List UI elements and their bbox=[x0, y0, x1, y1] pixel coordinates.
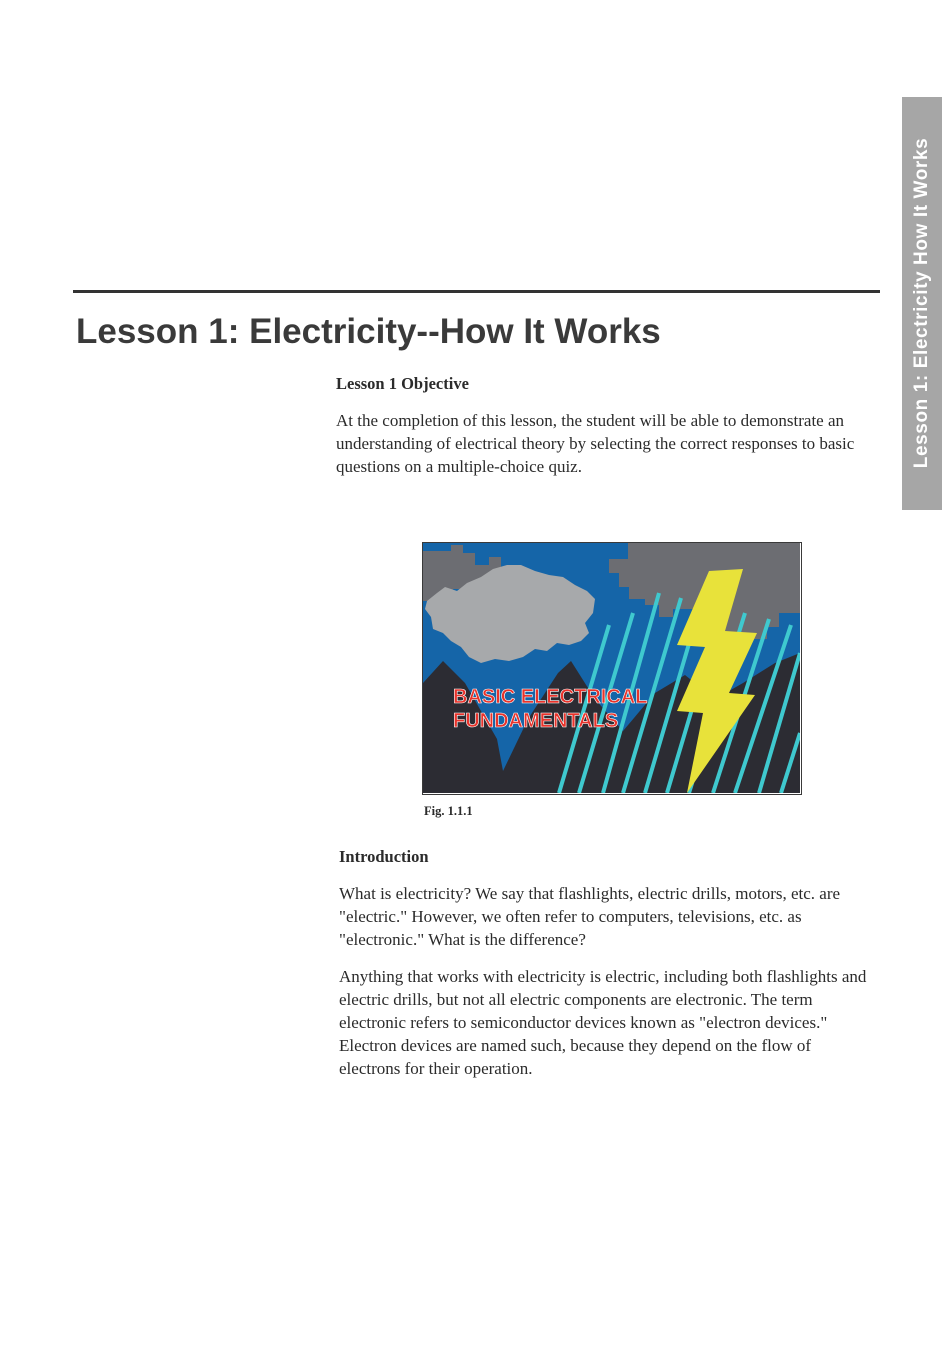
objective-heading: Lesson 1 Objective bbox=[336, 374, 469, 393]
introduction-paragraph-1: What is electricity? We say that flashlights, electric drills, motors, etc. are "electric." However, we often refer to computers, televisions, etc. as "electronic." What is the difference? bbox=[339, 884, 841, 949]
figure-title-line2: FUNDAMENTALS bbox=[453, 710, 619, 732]
figure-illustration bbox=[422, 542, 802, 795]
objective-text: At the completion of this lesson, the student will be able to demonstrate an understanding of electrical theory by selecting the correct responses to basic questions on a multiple-choice quiz. bbox=[336, 411, 855, 476]
figure-caption: Fig. 1.1.1 bbox=[424, 804, 473, 818]
side-tab-label: Lesson 1: Electricity How It Works bbox=[911, 137, 932, 469]
figure-title-line1: BASIC ELECTRICAL bbox=[453, 686, 648, 708]
lesson-title: Lesson 1: Electricity--How It Works bbox=[76, 312, 661, 351]
side-tab bbox=[902, 97, 942, 510]
introduction-heading: Introduction bbox=[339, 847, 429, 866]
title-rule bbox=[73, 290, 880, 293]
introduction-paragraph-2: Anything that works with electricity is electric, including both flashlights and electric drills, but not all electric components are electronic. The term electronic refers to semiconductor devices known as "electron devices." Electron devices are named such, because they depend on the flow of electrons for their operation. bbox=[339, 967, 867, 1078]
